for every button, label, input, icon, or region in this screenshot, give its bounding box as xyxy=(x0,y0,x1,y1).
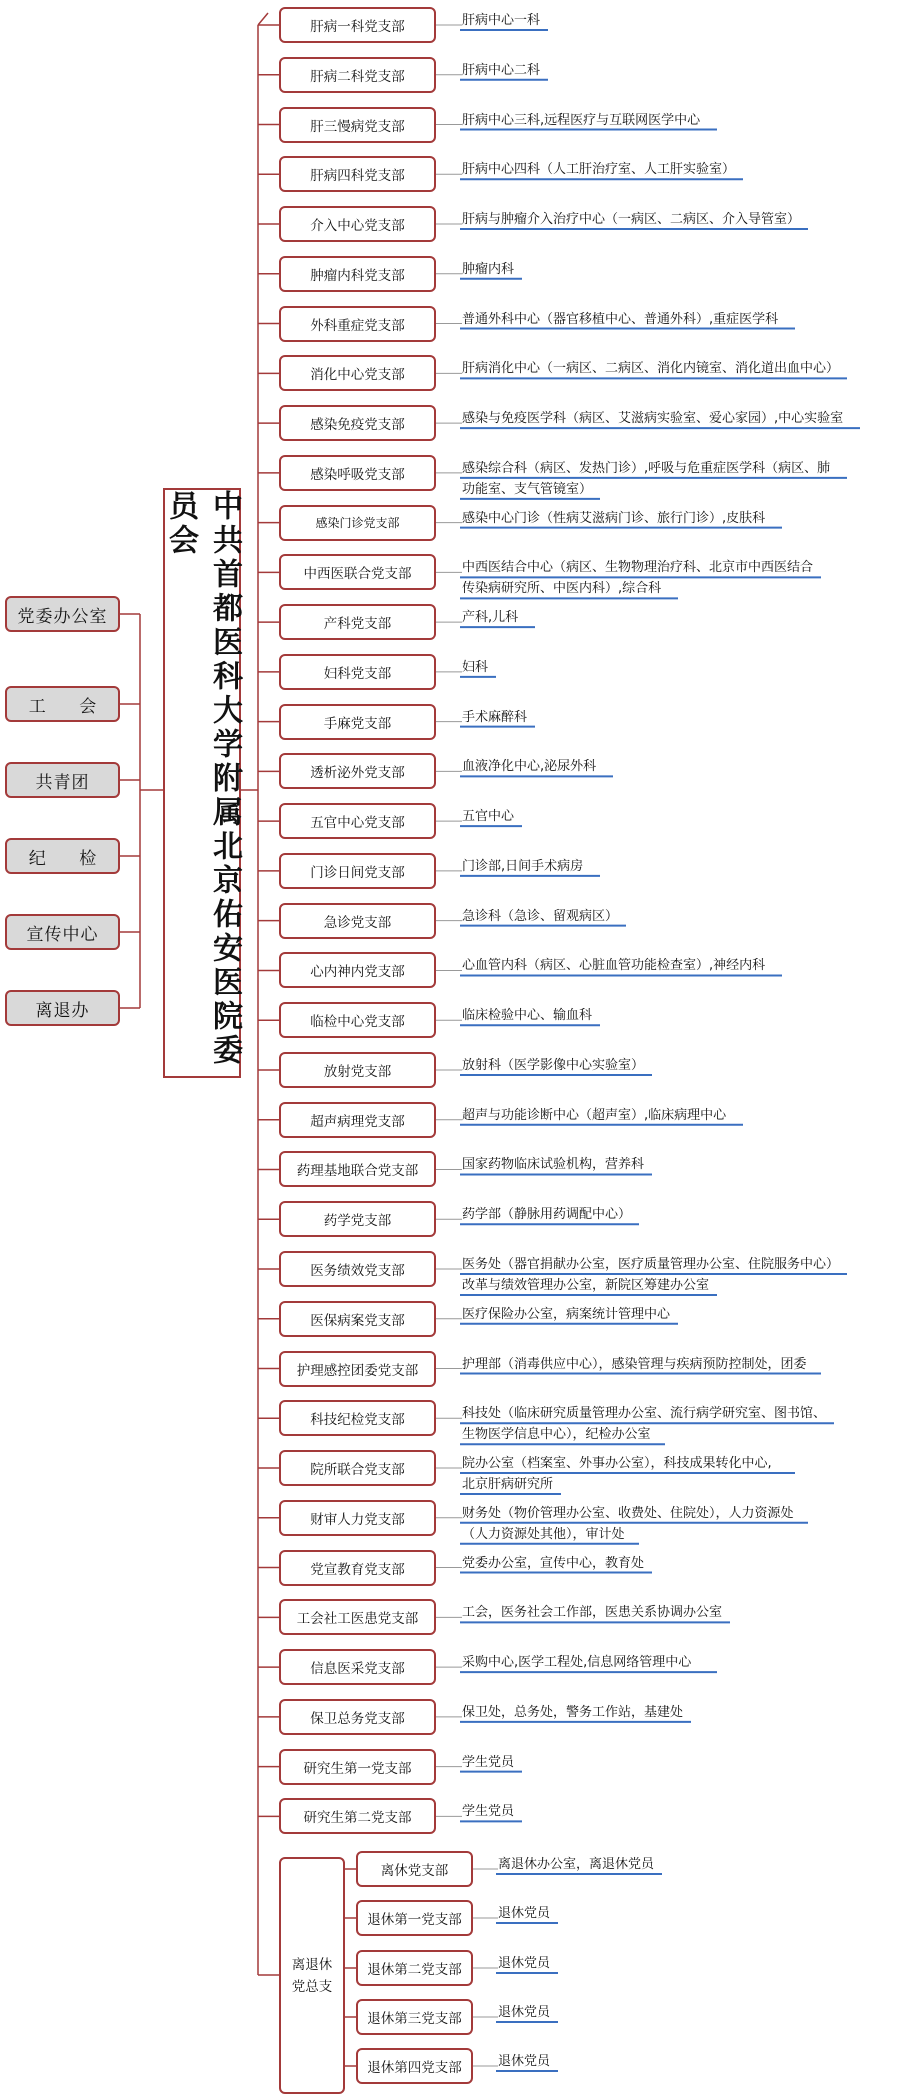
branch-box: 医务绩效党支部 xyxy=(279,1251,436,1287)
branch-box: 医保病案党支部 xyxy=(279,1301,436,1337)
branch-description-line: 学生党员 xyxy=(462,1804,515,1820)
branch-description-line: 中西医结合中心（病区、生物物理治疗科、北京市中西医结合 xyxy=(462,560,814,576)
retired-branch-box: 退休第四党支部 xyxy=(356,2048,473,2084)
branch-description xyxy=(462,10,540,31)
branch-box: 感染门诊党支部 xyxy=(279,505,436,541)
branch-description-line: 党委办公室，宣传中心，教育处 xyxy=(462,1555,645,1571)
branch-description-line: 感染与免疫医学科（病区、艾滋病实验室、爱心家园）,中心实验室 xyxy=(462,411,844,427)
branch-box: 介入中心党支部 xyxy=(279,206,436,242)
retired-branch-box: 离休党支部 xyxy=(356,1851,473,1887)
branch-box: 外科重症党支部 xyxy=(279,306,436,342)
branch-description xyxy=(462,1304,670,1325)
branch-description-line: 心血管内科（病区、心脏血管功能检查室）,神经内科 xyxy=(462,958,766,974)
branch-description-line: 保卫处，总务处，警务工作站，基建处 xyxy=(462,1704,684,1720)
retired-branch-box: 退休第二党支部 xyxy=(356,1950,473,1986)
branch-box: 妇科党支部 xyxy=(279,654,436,690)
branch-box: 超声病理党支部 xyxy=(279,1102,436,1138)
unit-box xyxy=(5,596,120,632)
unit-label: 宣传中心 xyxy=(26,924,99,945)
branch-description-line: 国家药物临床试验机构，营养科 xyxy=(462,1157,645,1173)
branch-box: 急诊党支部 xyxy=(279,903,436,939)
root-committee-title: 中共首都医科大学附属北京佑安医院委员会 xyxy=(163,490,242,1068)
branch-description xyxy=(462,1652,691,1673)
branch-description xyxy=(462,707,527,728)
branch-box: 肝病一科党支部 xyxy=(279,7,436,43)
branch-description-line: 放射科（医学影像中心实验室） xyxy=(462,1057,645,1073)
branch-description-line: 五官中心 xyxy=(462,809,515,825)
branch-description xyxy=(462,309,778,330)
branch-description xyxy=(462,557,813,599)
branch-description xyxy=(462,358,839,379)
branch-box: 科技纪检党支部 xyxy=(279,1400,436,1436)
branch-box: 肝三慢病党支部 xyxy=(279,107,436,143)
branch-description xyxy=(462,1105,726,1126)
branch-box: 产科党支部 xyxy=(279,604,436,640)
retired-branch-description: 退休党员 xyxy=(498,2054,551,2069)
branch-box: 研究生第二党支部 xyxy=(279,1798,436,1834)
branch-description-line: 普通外科中心（器官移植中心、普通外科）,重症医学科 xyxy=(462,311,779,327)
root-committee-box xyxy=(163,488,241,1078)
branch-description-line: 肝病中心一科 xyxy=(462,13,541,28)
branch-description-line: 手术麻醉科 xyxy=(462,709,528,725)
branch-box: 透析泌外党支部 xyxy=(279,753,436,789)
branch-box: 肝病四科党支部 xyxy=(279,156,436,192)
branch-description-line: 感染中心门诊（性病艾滋病门诊、旅行门诊）,皮肤科 xyxy=(462,510,766,526)
branch-description xyxy=(462,1254,839,1296)
branch-description xyxy=(462,1801,514,1822)
retired-branch-description: 退休党员 xyxy=(498,1906,551,1921)
unit-box xyxy=(5,762,120,798)
branch-description-line: 门诊部,日间手术病房 xyxy=(462,858,584,874)
branch-description xyxy=(462,1204,631,1225)
branch-description-line: 采购中心,医学工程处,信息网络管理中心 xyxy=(462,1655,692,1671)
branch-box: 工会社工医患党支部 xyxy=(279,1599,436,1635)
branch-description xyxy=(462,458,830,500)
retired-group-line-2: 党总支 xyxy=(291,1978,333,1995)
branch-description xyxy=(462,408,843,429)
branch-box: 药理基地联合党支部 xyxy=(279,1151,436,1187)
retired-branch-description: 退休党员 xyxy=(498,2005,551,2020)
branch-box: 肝病二科党支部 xyxy=(279,57,436,93)
retired-branch-description: 退休党员 xyxy=(498,1956,551,1971)
branch-description xyxy=(462,1055,644,1076)
branch-description xyxy=(462,1553,644,1574)
branch-box: 消化中心党支部 xyxy=(279,355,436,391)
branch-description-line: 功能室、支气管镜室） xyxy=(462,481,593,497)
unit-box xyxy=(5,686,120,722)
branch-description xyxy=(462,1752,514,1773)
branch-box: 信息医采党支部 xyxy=(279,1649,436,1685)
branch-description-line: 肝病中心三科,远程医疗与互联网医学中心 xyxy=(462,112,701,128)
branch-description xyxy=(462,159,735,180)
retired-branch-box: 退休第三党支部 xyxy=(356,1999,473,2035)
unit-label: 共青团 xyxy=(35,772,90,793)
branch-description-line: 产科,儿科 xyxy=(462,610,519,626)
unit-box xyxy=(5,838,120,874)
unit-label: 党委办公室 xyxy=(17,606,108,627)
branch-description-line: 护理部（消毒供应中心），感染管理与疾病预防控制处，团委 xyxy=(462,1356,807,1372)
branch-description-line: 财务处（物价管理办公室、收费处、住院处），人力资源处 xyxy=(462,1505,794,1521)
branch-description xyxy=(462,1602,722,1623)
branch-box: 感染呼吸党支部 xyxy=(279,455,436,491)
retired-branch-description: 离退休办公室，离退休党员 xyxy=(498,1857,655,1872)
branch-box: 保卫总务党支部 xyxy=(279,1699,436,1735)
branch-box: 心内神内党支部 xyxy=(279,952,436,988)
branch-box: 财审人力党支部 xyxy=(279,1500,436,1536)
branch-description-line: 肿瘤内科 xyxy=(462,261,515,277)
branch-description xyxy=(462,657,488,678)
branch-description-line: 学生党员 xyxy=(462,1754,515,1770)
branch-box: 手麻党支部 xyxy=(279,704,436,740)
branch-description-line: 肝病与肿瘤介入治疗中心（一病区、二病区、介入导管室） xyxy=(462,212,801,228)
branch-description-line: 肝病中心四科（人工肝治疗室、人工肝实验室） xyxy=(462,162,736,178)
branch-description xyxy=(462,110,700,131)
branch-box: 放射党支部 xyxy=(279,1052,436,1088)
branch-description-line: 超声与功能诊断中心（超声室）,临床病理中心 xyxy=(462,1107,727,1123)
branch-description-line: 肝病消化中心（一病区、二病区、消化内镜室、消化道出血中心） xyxy=(462,361,840,377)
branch-box: 党宣教育党支部 xyxy=(279,1550,436,1586)
branch-description-line: 医疗保险办公室，病案统计管理中心 xyxy=(462,1306,671,1322)
branch-description-line: （人力资源处其他），审计处 xyxy=(462,1526,625,1542)
branch-description-line: 改革与绩效管理办公室，新院区筹建办公室 xyxy=(462,1278,710,1293)
retired-general-branch-box xyxy=(279,1857,345,2094)
branch-box: 门诊日间党支部 xyxy=(279,853,436,889)
branch-box: 五官中心党支部 xyxy=(279,803,436,839)
branch-box: 药学党支部 xyxy=(279,1201,436,1237)
retired-group-line-1: 离退休 xyxy=(291,1956,333,1973)
branch-description-line: 传染病研究所、中医内科）,综合科 xyxy=(462,581,662,597)
branch-description-line: 科技处（临床研究质量管理办公室、流行病学研究室、图书馆、 xyxy=(462,1406,827,1422)
branch-description xyxy=(462,209,800,230)
unit-box xyxy=(5,914,120,950)
branch-description xyxy=(462,1354,807,1375)
spine-top-tick xyxy=(258,13,268,25)
branch-description xyxy=(462,1453,772,1495)
branch-description-line: 生物医学信息中心），纪检办公室 xyxy=(462,1427,651,1443)
unit-label: 工 会 xyxy=(28,696,111,717)
branch-description-line: 院办公室（档案室、外事办公室），科技成果转化中心, xyxy=(462,1456,772,1472)
unit-box xyxy=(5,990,120,1026)
branch-description xyxy=(462,1154,644,1175)
branch-description xyxy=(462,1403,826,1445)
retired-general-branch-label xyxy=(292,1954,333,1998)
branch-description-line: 临床检验中心、输血科 xyxy=(462,1008,593,1024)
branch-description xyxy=(462,1005,592,1026)
retired-branch-box: 退休第一党支部 xyxy=(356,1900,473,1936)
branch-description xyxy=(462,259,514,280)
branch-box: 院所联合党支部 xyxy=(279,1450,436,1486)
branch-description-line: 妇科 xyxy=(462,659,489,675)
branch-description-line: 肝病中心二科 xyxy=(462,62,541,78)
branch-description-line: 感染综合科（病区、发热门诊）,呼吸与危重症医学科（病区、肺 xyxy=(462,460,831,476)
branch-description xyxy=(462,806,514,827)
branch-description-line: 急诊科（急诊、留观病区） xyxy=(462,908,619,924)
branch-box: 研究生第一党支部 xyxy=(279,1749,436,1785)
branch-description xyxy=(462,856,583,877)
branch-box: 肿瘤内科党支部 xyxy=(279,256,436,292)
branch-box: 感染免疫党支部 xyxy=(279,405,436,441)
branch-description-line: 北京肝病研究所 xyxy=(462,1477,554,1493)
branch-box: 中西医联合党支部 xyxy=(279,554,436,590)
branch-description xyxy=(462,1702,683,1723)
branch-description xyxy=(462,607,518,628)
branch-box: 护理感控团委党支部 xyxy=(279,1351,436,1387)
branch-description-line: 工会，医务社会工作部，医患关系协调办公室 xyxy=(462,1605,723,1621)
branch-description-line: 药学部（静脉用药调配中心） xyxy=(462,1207,632,1223)
unit-label: 纪 检 xyxy=(28,848,111,869)
branch-description xyxy=(462,906,618,927)
branch-description xyxy=(462,60,540,81)
branch-description xyxy=(462,508,765,529)
branch-description xyxy=(462,955,765,976)
unit-label: 离退办 xyxy=(35,1000,90,1021)
branch-description xyxy=(462,1503,794,1545)
branch-description-line: 医务处（器官捐献办公室，医疗质量管理办公室、住院服务中心） xyxy=(462,1257,840,1272)
branch-description xyxy=(462,756,596,777)
branch-description-line: 血液净化中心,泌尿外科 xyxy=(462,759,597,775)
branch-box: 临检中心党支部 xyxy=(279,1002,436,1038)
